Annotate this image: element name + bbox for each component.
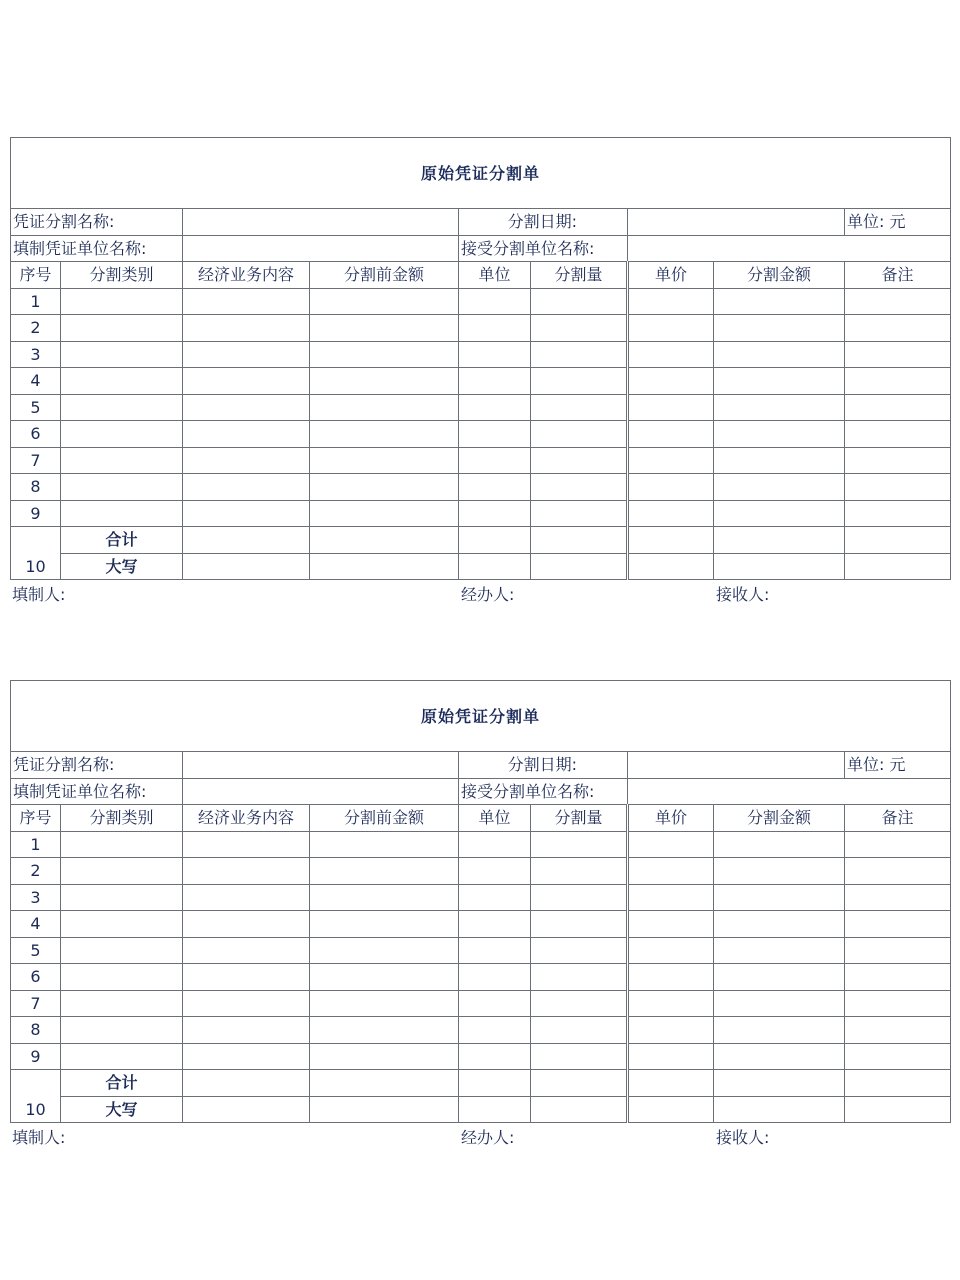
table-cell[interactable] <box>714 937 845 964</box>
table-cell[interactable] <box>714 394 845 421</box>
split-date-field[interactable] <box>628 209 845 236</box>
table-cell[interactable] <box>459 858 531 885</box>
table-cell[interactable] <box>61 447 183 474</box>
table-row <box>11 474 951 501</box>
table-cell[interactable] <box>531 474 628 501</box>
table-cell[interactable] <box>845 858 951 885</box>
table-cell[interactable] <box>714 341 845 368</box>
row-number: 5 <box>11 937 61 964</box>
table-cell[interactable] <box>628 421 714 448</box>
uppercase-label: 大写 <box>61 553 183 580</box>
table-cell[interactable] <box>310 474 459 501</box>
table-cell[interactable] <box>531 937 628 964</box>
table-cell[interactable] <box>459 447 531 474</box>
total-label: 合计 <box>61 1070 183 1097</box>
row-number: 1 <box>11 288 61 315</box>
table-cell[interactable] <box>531 341 628 368</box>
table-cell[interactable] <box>531 421 628 448</box>
uppercase-row <box>11 553 951 580</box>
column-header: 分割前金额 <box>310 805 459 832</box>
total-row <box>11 527 951 554</box>
form-title: 原始凭证分割单 <box>11 681 951 752</box>
row-number: 8 <box>11 1017 61 1044</box>
row-number: 6 <box>11 421 61 448</box>
table-cell[interactable] <box>183 553 310 580</box>
table-cell[interactable] <box>531 884 628 911</box>
table-cell[interactable] <box>61 964 183 991</box>
table-cell[interactable] <box>628 937 714 964</box>
table-cell[interactable] <box>183 1070 310 1097</box>
table-cell[interactable] <box>61 288 183 315</box>
row-number: 10 <box>11 1070 61 1123</box>
column-header: 单位 <box>459 262 531 289</box>
table-cell[interactable] <box>628 1096 714 1123</box>
table-cell[interactable] <box>183 288 310 315</box>
table-cell[interactable] <box>845 553 951 580</box>
table-cell[interactable] <box>531 553 628 580</box>
table-cell[interactable] <box>459 911 531 938</box>
table-cell[interactable] <box>628 884 714 911</box>
column-header: 分割量 <box>531 805 628 832</box>
table-row <box>11 421 951 448</box>
table-cell[interactable] <box>714 368 845 395</box>
table-cell[interactable] <box>531 990 628 1017</box>
table-cell[interactable] <box>845 884 951 911</box>
table-cell[interactable] <box>459 421 531 448</box>
table-cell[interactable] <box>845 990 951 1017</box>
table-cell[interactable] <box>183 394 310 421</box>
table-row <box>11 341 951 368</box>
table-cell[interactable] <box>628 315 714 342</box>
table-cell[interactable] <box>845 394 951 421</box>
recipient-label: 接收人: <box>716 585 770 604</box>
table-cell[interactable] <box>628 553 714 580</box>
row-number: 1 <box>11 831 61 858</box>
column-header: 分割金额 <box>714 805 845 832</box>
voucher-table <box>10 137 951 580</box>
signature-row <box>10 580 950 606</box>
table-cell[interactable] <box>531 315 628 342</box>
table-cell[interactable] <box>628 474 714 501</box>
handler-label: 经办人: <box>461 1128 515 1147</box>
table-cell[interactable] <box>845 447 951 474</box>
voucher-name-label: 凭证分割名称: <box>11 209 183 236</box>
table-cell[interactable] <box>310 553 459 580</box>
total-row <box>11 1070 951 1097</box>
table-cell[interactable] <box>310 500 459 527</box>
table-cell[interactable] <box>531 831 628 858</box>
table-cell[interactable] <box>310 1096 459 1123</box>
table-cell[interactable] <box>714 500 845 527</box>
issuer-unit-field[interactable] <box>183 235 459 262</box>
table-cell[interactable] <box>459 500 531 527</box>
table-cell[interactable] <box>531 1096 628 1123</box>
table-cell[interactable] <box>845 527 951 554</box>
row-number: 8 <box>11 474 61 501</box>
split-date-label: 分割日期: <box>459 752 628 779</box>
table-cell[interactable] <box>531 858 628 885</box>
table-cell[interactable] <box>628 831 714 858</box>
table-row <box>11 990 951 1017</box>
table-cell[interactable] <box>845 341 951 368</box>
row-number: 9 <box>11 500 61 527</box>
table-cell[interactable] <box>310 421 459 448</box>
table-cell[interactable] <box>183 884 310 911</box>
table-cell[interactable] <box>714 1096 845 1123</box>
table-cell[interactable] <box>628 1070 714 1097</box>
column-header: 分割量 <box>531 262 628 289</box>
table-cell[interactable] <box>714 527 845 554</box>
table-cell[interactable] <box>310 394 459 421</box>
table-cell[interactable] <box>845 1043 951 1070</box>
table-cell[interactable] <box>531 368 628 395</box>
table-row <box>11 500 951 527</box>
table-cell[interactable] <box>714 911 845 938</box>
column-header: 单价 <box>628 805 714 832</box>
recipient-label: 接收人: <box>716 1128 770 1147</box>
table-cell[interactable] <box>183 990 310 1017</box>
table-cell[interactable] <box>183 1043 310 1070</box>
table-cell[interactable] <box>531 447 628 474</box>
table-cell[interactable] <box>628 288 714 315</box>
row-number: 3 <box>11 884 61 911</box>
column-header: 经济业务内容 <box>183 805 310 832</box>
table-cell[interactable] <box>714 553 845 580</box>
table-cell[interactable] <box>459 527 531 554</box>
table-cell[interactable] <box>310 368 459 395</box>
table-cell[interactable] <box>61 831 183 858</box>
table-cell[interactable] <box>459 341 531 368</box>
table-cell[interactable] <box>531 1043 628 1070</box>
table-row <box>11 884 951 911</box>
table-cell[interactable] <box>183 368 310 395</box>
table-cell[interactable] <box>183 341 310 368</box>
table-cell[interactable] <box>531 911 628 938</box>
table-cell[interactable] <box>459 553 531 580</box>
table-cell[interactable] <box>714 447 845 474</box>
table-cell[interactable] <box>459 990 531 1017</box>
table-cell[interactable] <box>845 315 951 342</box>
row-number: 3 <box>11 341 61 368</box>
table-cell[interactable] <box>61 341 183 368</box>
table-cell[interactable] <box>310 964 459 991</box>
split-date-field[interactable] <box>628 752 845 779</box>
table-cell[interactable] <box>845 368 951 395</box>
row-number: 5 <box>11 394 61 421</box>
table-cell[interactable] <box>310 937 459 964</box>
table-cell[interactable] <box>531 1017 628 1044</box>
table-cell[interactable] <box>628 1017 714 1044</box>
table-cell[interactable] <box>845 421 951 448</box>
table-cell[interactable] <box>310 1070 459 1097</box>
row-number: 7 <box>11 447 61 474</box>
table-cell[interactable] <box>714 1070 845 1097</box>
table-cell[interactable] <box>183 447 310 474</box>
table-row <box>11 831 951 858</box>
table-cell[interactable] <box>628 500 714 527</box>
split-date-label: 分割日期: <box>459 209 628 236</box>
table-cell[interactable] <box>310 447 459 474</box>
table-cell[interactable] <box>714 884 845 911</box>
table-cell[interactable] <box>459 1043 531 1070</box>
table-row <box>11 1043 951 1070</box>
table-cell[interactable] <box>61 990 183 1017</box>
table-cell[interactable] <box>459 368 531 395</box>
table-row <box>11 964 951 991</box>
table-cell[interactable] <box>531 394 628 421</box>
voucher-name-field[interactable] <box>183 752 459 779</box>
voucher-name-label: 凭证分割名称: <box>11 752 183 779</box>
voucher-name-field[interactable] <box>183 209 459 236</box>
unit-label: 单位: 元 <box>845 209 951 236</box>
issuer-unit-label: 填制凭证单位名称: <box>11 235 183 262</box>
table-cell[interactable] <box>310 911 459 938</box>
total-label: 合计 <box>61 527 183 554</box>
table-cell[interactable] <box>61 421 183 448</box>
column-header: 备注 <box>845 805 951 832</box>
uppercase-label: 大写 <box>61 1096 183 1123</box>
table-cell[interactable] <box>459 964 531 991</box>
table-cell[interactable] <box>714 831 845 858</box>
table-cell[interactable] <box>459 1096 531 1123</box>
table-cell[interactable] <box>183 964 310 991</box>
table-cell[interactable] <box>183 1017 310 1044</box>
table-cell[interactable] <box>845 288 951 315</box>
table-cell[interactable] <box>310 858 459 885</box>
table-cell[interactable] <box>714 474 845 501</box>
table-cell[interactable] <box>714 1043 845 1070</box>
row-number: 2 <box>11 315 61 342</box>
preparer-label: 填制人: <box>12 1128 66 1147</box>
table-cell[interactable] <box>61 315 183 342</box>
table-cell[interactable] <box>531 500 628 527</box>
preparer-label: 填制人: <box>12 585 66 604</box>
table-cell[interactable] <box>459 831 531 858</box>
receiver-unit-label: 接受分割单位名称: <box>459 778 628 805</box>
table-cell[interactable] <box>61 1043 183 1070</box>
issuer-unit-label: 填制凭证单位名称: <box>11 778 183 805</box>
table-row <box>11 937 951 964</box>
table-cell[interactable] <box>459 1017 531 1044</box>
column-header: 序号 <box>11 262 61 289</box>
table-cell[interactable] <box>845 1096 951 1123</box>
table-cell[interactable] <box>628 1043 714 1070</box>
table-cell[interactable] <box>61 937 183 964</box>
table-cell[interactable] <box>714 421 845 448</box>
table-cell[interactable] <box>628 990 714 1017</box>
table-cell[interactable] <box>714 1017 845 1044</box>
table-cell[interactable] <box>714 315 845 342</box>
row-number: 2 <box>11 858 61 885</box>
table-cell[interactable] <box>531 288 628 315</box>
table-cell[interactable] <box>845 500 951 527</box>
table-cell[interactable] <box>628 394 714 421</box>
table-cell[interactable] <box>61 394 183 421</box>
table-cell[interactable] <box>61 368 183 395</box>
table-cell[interactable] <box>183 527 310 554</box>
table-cell[interactable] <box>61 858 183 885</box>
table-cell[interactable] <box>459 884 531 911</box>
column-header: 单价 <box>628 262 714 289</box>
table-cell[interactable] <box>459 474 531 501</box>
table-cell[interactable] <box>845 964 951 991</box>
table-row <box>11 394 951 421</box>
table-cell[interactable] <box>714 288 845 315</box>
row-number: 7 <box>11 990 61 1017</box>
table-cell[interactable] <box>628 527 714 554</box>
table-cell[interactable] <box>628 341 714 368</box>
table-row <box>11 858 951 885</box>
table-cell[interactable] <box>61 884 183 911</box>
uppercase-row <box>11 1096 951 1123</box>
table-cell[interactable] <box>183 315 310 342</box>
table-cell[interactable] <box>310 884 459 911</box>
split-voucher-form-2 <box>10 680 950 1149</box>
table-cell[interactable] <box>310 1017 459 1044</box>
table-cell[interactable] <box>310 831 459 858</box>
table-cell[interactable] <box>845 474 951 501</box>
table-cell[interactable] <box>459 288 531 315</box>
table-cell[interactable] <box>61 911 183 938</box>
table-cell[interactable] <box>459 394 531 421</box>
table-cell[interactable] <box>310 341 459 368</box>
table-row <box>11 368 951 395</box>
table-cell[interactable] <box>183 1096 310 1123</box>
table-cell[interactable] <box>310 990 459 1017</box>
voucher-table <box>10 680 951 1123</box>
table-cell[interactable] <box>183 500 310 527</box>
table-cell[interactable] <box>183 858 310 885</box>
column-header: 单位 <box>459 805 531 832</box>
table-cell[interactable] <box>183 474 310 501</box>
row-number: 4 <box>11 368 61 395</box>
table-cell[interactable] <box>183 937 310 964</box>
table-cell[interactable] <box>714 990 845 1017</box>
table-cell[interactable] <box>845 1070 951 1097</box>
table-cell[interactable] <box>531 527 628 554</box>
column-header: 分割类别 <box>61 805 183 832</box>
table-cell[interactable] <box>310 315 459 342</box>
receiver-unit-field[interactable] <box>628 235 951 262</box>
column-header: 序号 <box>11 805 61 832</box>
row-number: 6 <box>11 964 61 991</box>
table-cell[interactable] <box>845 1017 951 1044</box>
table-cell[interactable] <box>714 964 845 991</box>
table-row <box>11 447 951 474</box>
table-cell[interactable] <box>61 500 183 527</box>
receiver-unit-field[interactable] <box>628 778 951 805</box>
split-voucher-form-1 <box>10 137 950 606</box>
table-cell[interactable] <box>628 964 714 991</box>
table-cell[interactable] <box>531 1070 628 1097</box>
column-header: 分割金额 <box>714 262 845 289</box>
table-cell[interactable] <box>61 1017 183 1044</box>
table-cell[interactable] <box>310 288 459 315</box>
table-row <box>11 288 951 315</box>
table-cell[interactable] <box>628 911 714 938</box>
table-row <box>11 911 951 938</box>
column-header: 分割前金额 <box>310 262 459 289</box>
signature-row <box>10 1123 950 1149</box>
table-cell[interactable] <box>183 831 310 858</box>
row-number: 10 <box>11 527 61 580</box>
table-cell[interactable] <box>459 1070 531 1097</box>
table-cell[interactable] <box>459 315 531 342</box>
unit-label: 单位: 元 <box>845 752 951 779</box>
column-header: 备注 <box>845 262 951 289</box>
form-title: 原始凭证分割单 <box>11 138 951 209</box>
column-header: 分割类别 <box>61 262 183 289</box>
table-cell[interactable] <box>310 1043 459 1070</box>
table-cell[interactable] <box>714 858 845 885</box>
table-cell[interactable] <box>628 858 714 885</box>
table-cell[interactable] <box>183 911 310 938</box>
table-cell[interactable] <box>628 447 714 474</box>
issuer-unit-field[interactable] <box>183 778 459 805</box>
table-row <box>11 315 951 342</box>
table-cell[interactable] <box>531 964 628 991</box>
table-cell[interactable] <box>183 421 310 448</box>
row-number: 4 <box>11 911 61 938</box>
table-cell[interactable] <box>845 911 951 938</box>
column-header: 经济业务内容 <box>183 262 310 289</box>
row-number: 9 <box>11 1043 61 1070</box>
table-cell[interactable] <box>459 937 531 964</box>
table-row <box>11 1017 951 1044</box>
receiver-unit-label: 接受分割单位名称: <box>459 235 628 262</box>
handler-label: 经办人: <box>461 585 515 604</box>
table-cell[interactable] <box>628 368 714 395</box>
table-cell[interactable] <box>845 831 951 858</box>
table-cell[interactable] <box>61 474 183 501</box>
table-cell[interactable] <box>310 527 459 554</box>
table-cell[interactable] <box>845 937 951 964</box>
